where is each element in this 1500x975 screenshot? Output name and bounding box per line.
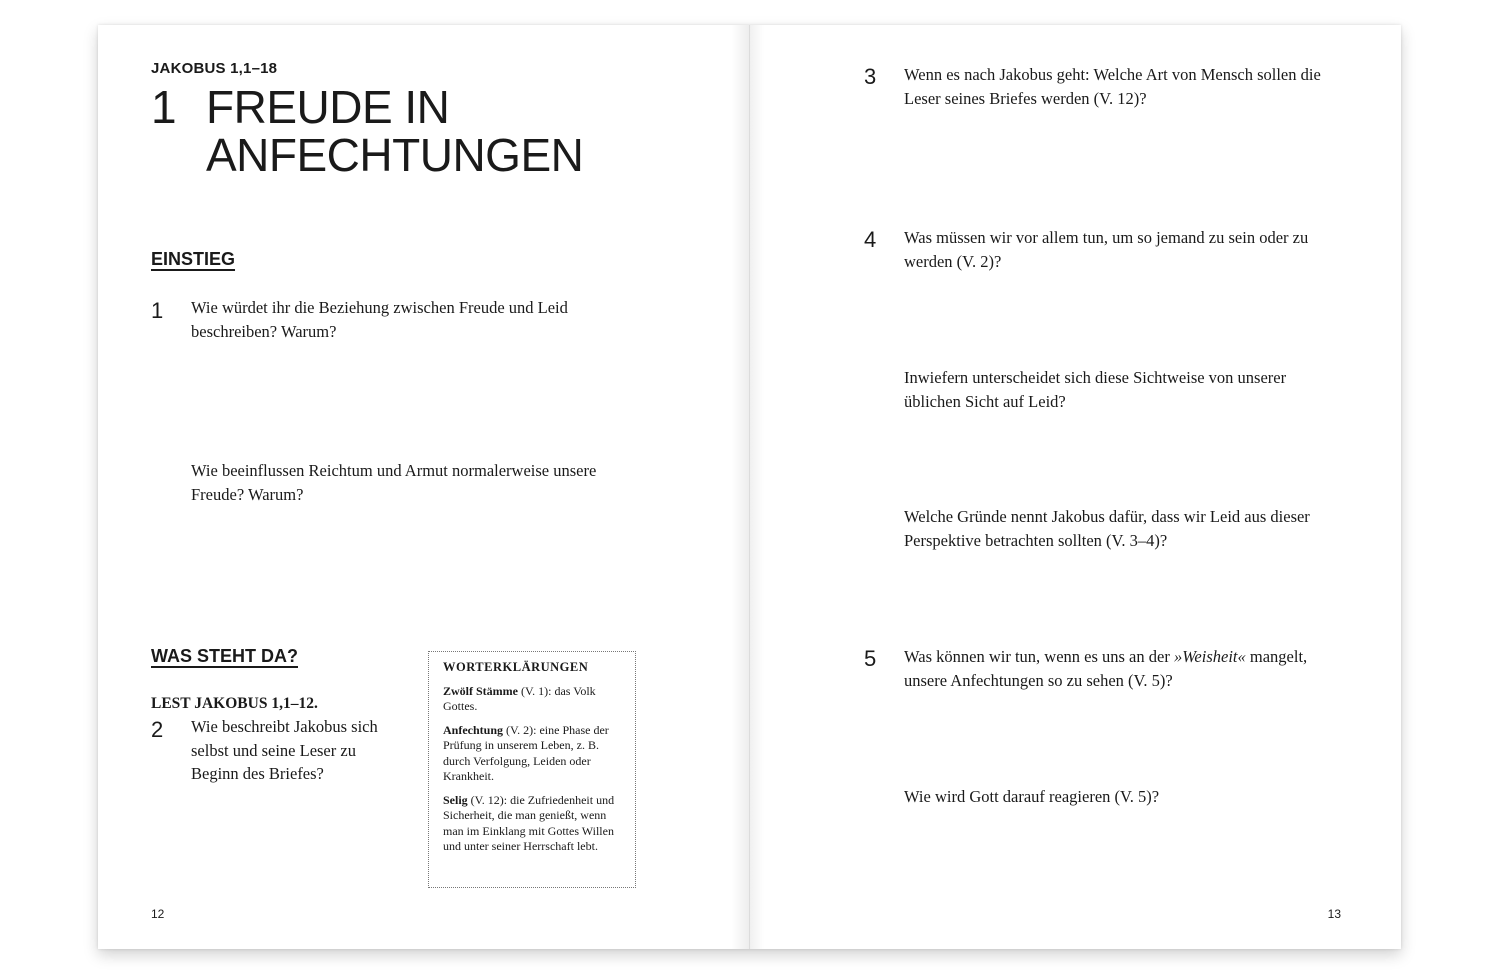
question-number-2: 2 (151, 717, 164, 742)
question-5-followup: Wie wird Gott darauf reagieren (V. 5)? (904, 787, 1160, 806)
section-heading-was-steht-da: WAS STEHT DA? (151, 646, 298, 666)
page-number-right: 13 (1327, 907, 1341, 921)
gutter-shadow (750, 25, 764, 949)
glossary-entry (443, 723, 625, 785)
glossary-ref: (V. 1): (521, 683, 552, 698)
glossary-definition: eine Phase der Prüfung in unserem Leben, z. B. durch Verfolgung, Leiden oder Krankheit. (443, 722, 609, 783)
glossary-ref: (V. 2): (506, 722, 537, 737)
section-heading-einstieg: EINSTIEG (151, 249, 236, 269)
question-number-5: 5 (864, 646, 877, 671)
question-5-italic-term: »Weisheit« (1173, 647, 1246, 666)
book-spread (98, 25, 1401, 949)
chapter-number: 1 (151, 81, 177, 133)
page-number-left: 12 (151, 907, 165, 921)
glossary-title: WORTERKLÄRUNGEN (443, 660, 589, 674)
question-4-text: Was müssen wir vor allem tun, um so jemand zu sein oder zu werden (V. 2)? (904, 228, 1309, 271)
question-5-text (904, 645, 1344, 692)
question-number-1: 1 (151, 298, 164, 323)
question-number-4: 4 (864, 227, 877, 252)
question-number-3: 3 (864, 64, 877, 89)
glossary-ref: (V. 12): (470, 792, 508, 807)
glossary-entry (443, 684, 625, 715)
question-2-text: Wie beschreibt Jakobus sich selbst und seine Leser zu Beginn des Briefes? (191, 717, 378, 783)
question-1-text: Wie würdet ihr die Beziehung zwischen Freude und Leid beschreiben? Warum? (191, 298, 568, 341)
glossary-term: Anfechtung (443, 722, 504, 737)
question-4-followup-1: Inwiefern unterscheidet sich diese Sichtweise von unserer üblichen Sicht auf Leid? (904, 368, 1287, 411)
left-page (98, 25, 750, 949)
glossary-definition: das Volk Gottes. (443, 683, 596, 713)
chapter-title (206, 83, 583, 179)
question-4-followup-2: Welche Gründe nennt Jakobus dafür, dass wir Leid aus dieser Perspektive betrachten sollten (V. 3–4)? (904, 507, 1310, 550)
reading-instruction: LEST JAKOBUS 1,1–12. (151, 695, 318, 712)
glossary-entry (443, 793, 625, 855)
question-3-text: Wenn es nach Jakobus geht: Welche Art von Mensch sollen die Leser seines Briefes werden (V. 12)? (904, 65, 1321, 108)
question-5-text-start: Was können wir tun, wenn es uns an der (904, 647, 1174, 666)
gutter-shadow (731, 25, 749, 949)
chapter-title-line-1: FREUDE IN (206, 81, 450, 133)
glossary-box (428, 651, 636, 888)
question-1-followup: Wie beeinflussen Reichtum und Armut normalerweise unsere Freude? Warum? (191, 461, 597, 504)
chapter-title-line-2: ANFECHTUNGEN (206, 129, 584, 181)
question-5-text-end: mangelt, unsere Anfechtungen so zu sehen (V. 5)? (904, 647, 1308, 690)
chapter-reference: JAKOBUS 1,1–18 (151, 60, 278, 77)
glossary-definition: die Zufriedenheit und Sicherheit, die man genießt, wenn man im Einklang mit Gottes Willen und unter seiner Herrschaft lebt. (443, 792, 615, 853)
glossary-term: Selig (443, 792, 468, 807)
glossary-term: Zwölf Stämme (443, 683, 518, 698)
right-page (750, 25, 1401, 949)
